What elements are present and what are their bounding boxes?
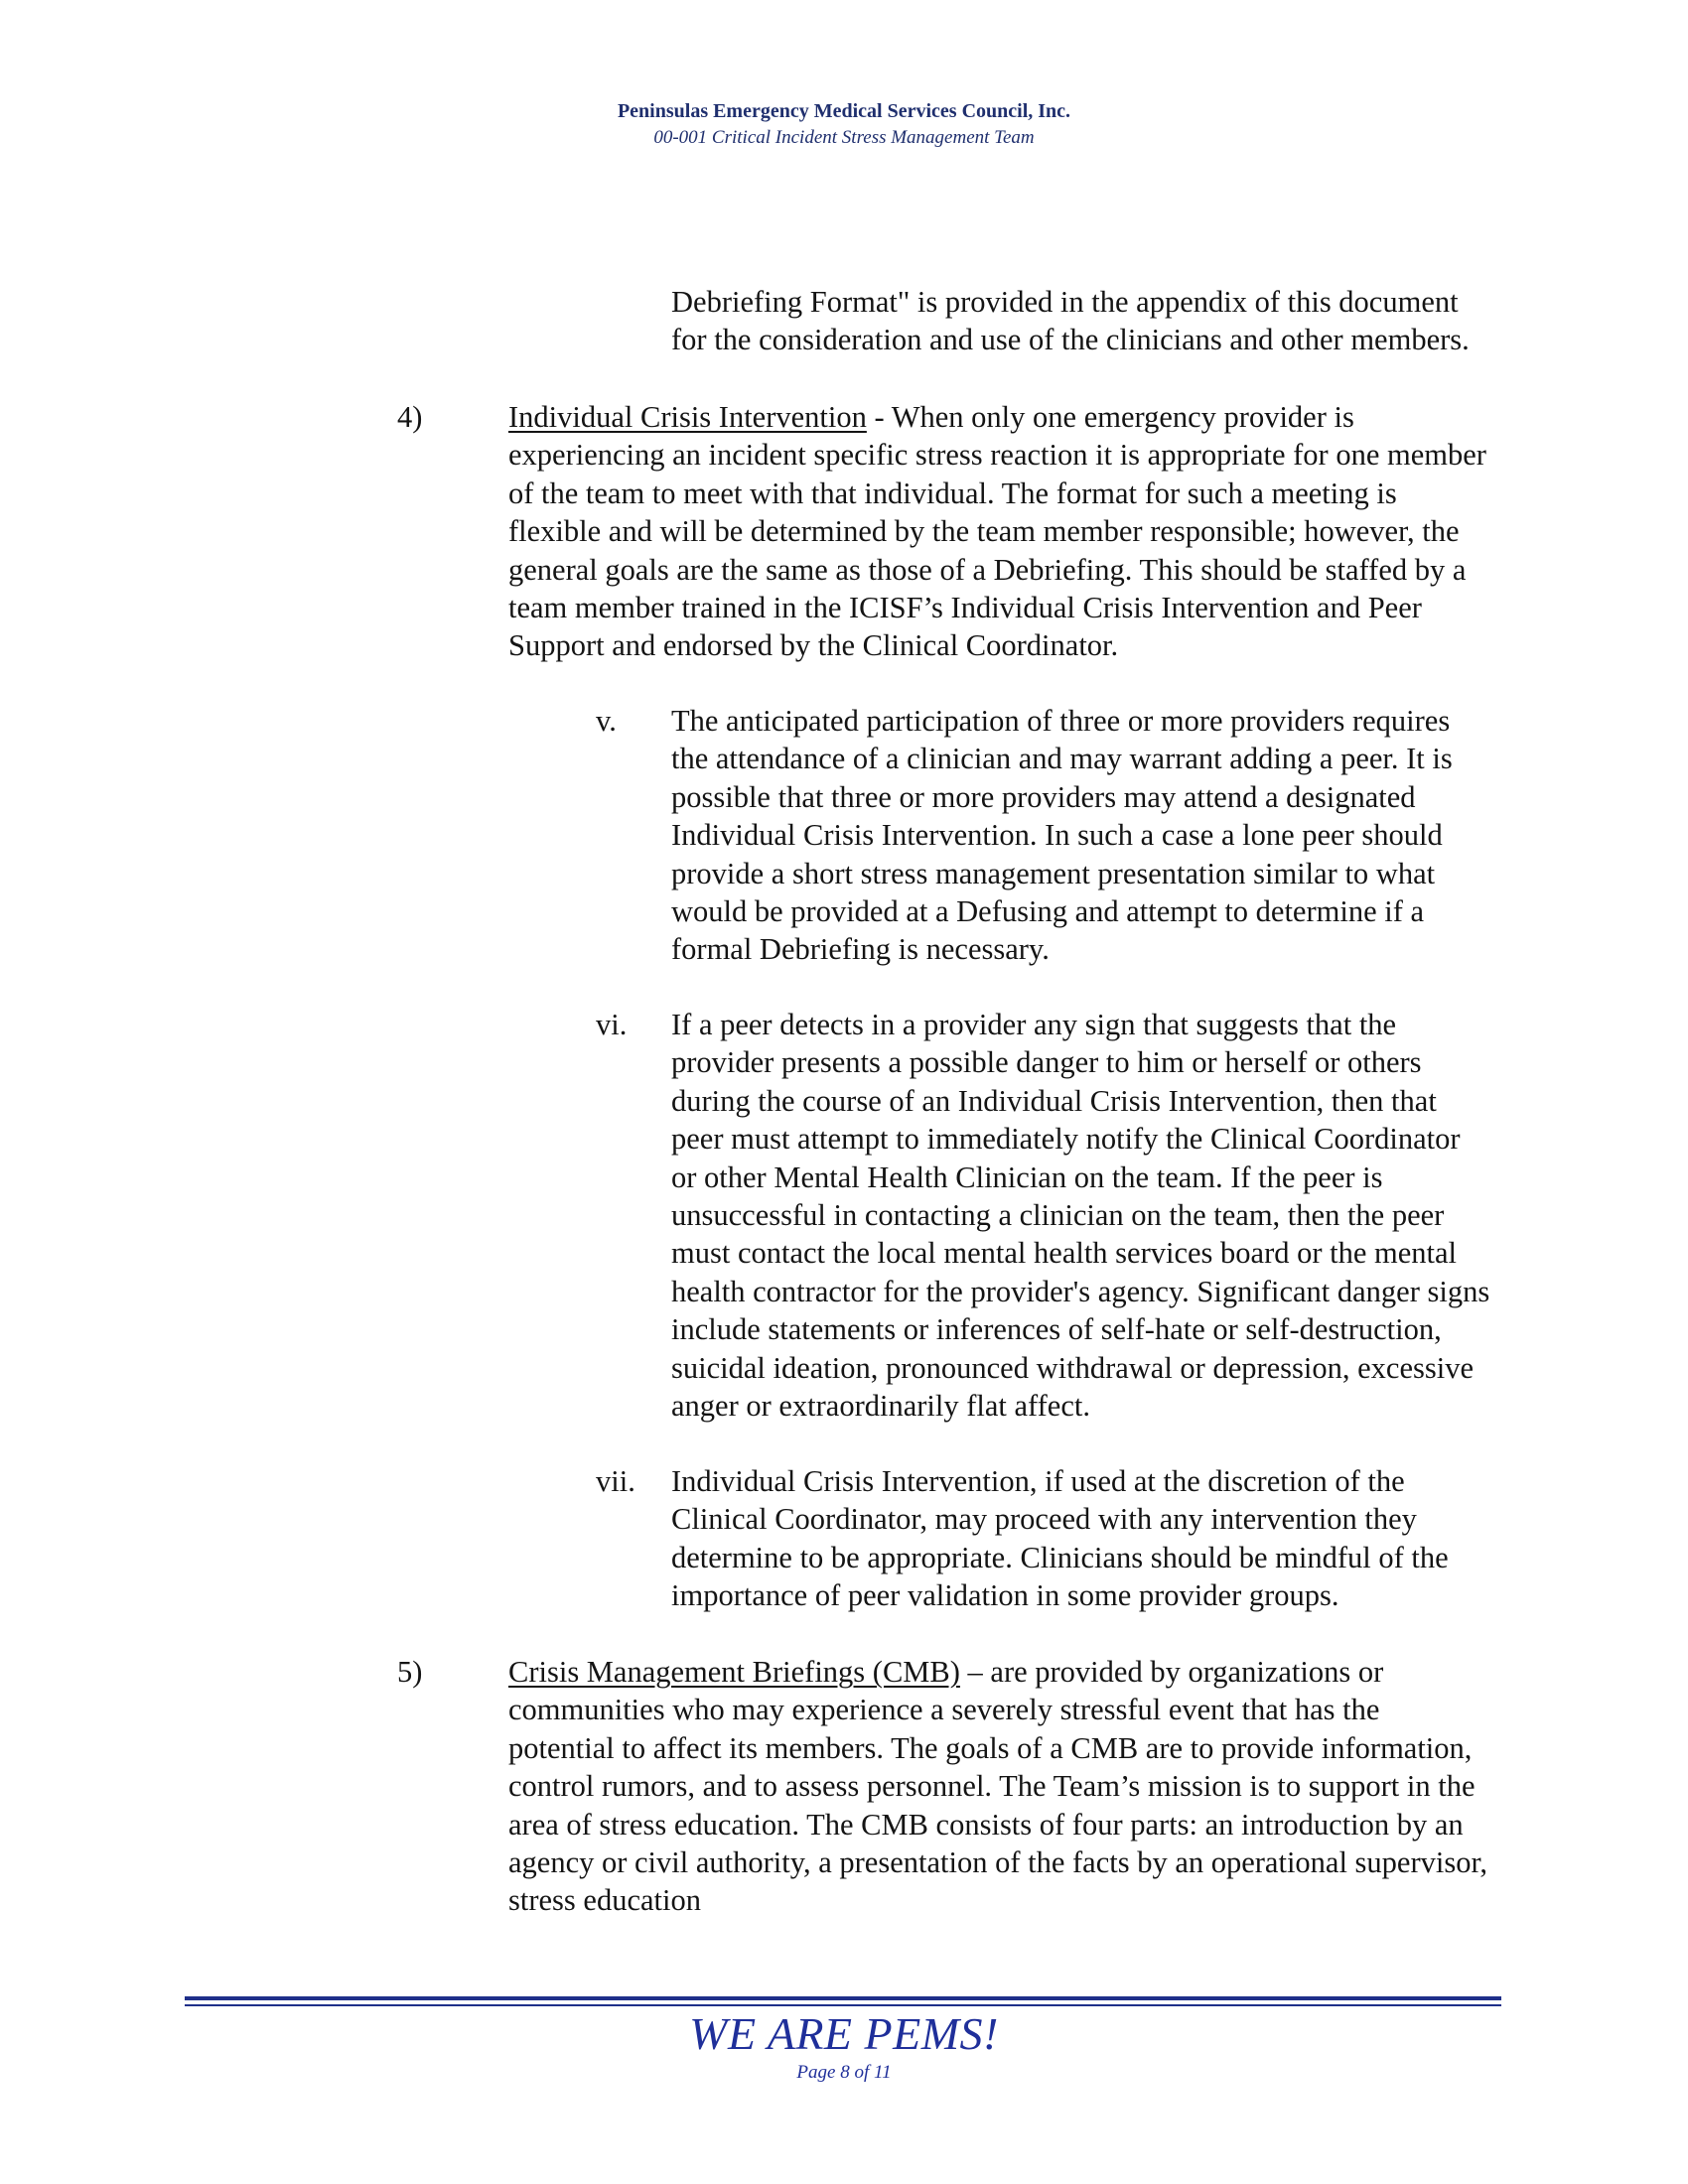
sub-item-numeral: vi.: [596, 1008, 628, 1041]
list-item-number: 5): [397, 1655, 423, 1689]
list-item-title: Crisis Management Briefings (CMB): [508, 1655, 960, 1689]
page-number: Page 8 of 11: [796, 2062, 892, 2083]
header-organization: Peninsulas Emergency Medical Services Council, Inc.: [617, 100, 1071, 122]
list-item-text: – are provided by organizations or communities who may experience a severely stressful event that has the potential to affect its members. The goals of a CMB are to provide information, control rumors, and to assess personnel. The Team’s mission is to support in the area of stress education. The CMB consists of four parts: an introduction by an agency or civil authority, a presentation of the facts by an operational supervisor, stress education: [508, 1655, 1488, 1918]
list-item-text: - When only one emergency provider is experiencing an incident specific stress reaction it is appropriate for one member of the team to meet with that individual. The format for such a meeting is flexible and will be determined by the team member responsible; however, the general goals are the same as those of a Debriefing. This should be staffed by a team member trained in the ICISF’s Individual Crisis Intervention and Peer Support and endorsed by the Clinical Coordinator.: [508, 400, 1486, 663]
footer-divider-thick: [185, 1996, 1501, 2000]
footer-motto: WE ARE PEMS!: [689, 2008, 999, 2059]
sub-item-numeral: vii.: [596, 1464, 635, 1498]
sub-item-text: The anticipated participation of three or more providers requires the attendance of a clinician and may warrant adding a peer. It is possible that three or more providers may attend a designated Individual Crisis Intervention. In such a case a lone peer should provide a short stress management presentation similar to what would be provided at a Defusing and attempt to determine if a formal Debriefing is necessary.: [671, 704, 1453, 967]
footer-divider-thin: [185, 2004, 1501, 2006]
list-item-body: [508, 1653, 1491, 1920]
sub-item-numeral: v.: [596, 704, 617, 738]
sub-item-text: Individual Crisis Intervention, if used at the discretion of the Clinical Coordinator, may proceed with any intervention they determine to be appropriate. Clinicians should be mindful of the importance of peer validation in some provider groups.: [671, 1464, 1449, 1613]
continuation-paragraph: Debriefing Format" is provided in the appendix of this document for the consideration and use of the clinicians and other members.: [671, 285, 1470, 357]
sub-item-text: If a peer detects in a provider any sign that suggests that the provider presents a possible danger to him or herself or others during the course of an Individual Crisis Intervention, then that peer must attempt to immediately notify the Clinical Coordinator or other Mental Health Clinician on the team. If the peer is unsuccessful in contacting a clinician on the team, then the peer must contact the local mental health services board or the mental health contractor for the provider's agency. Significant danger signs include statements or inferences of self-hate or self-destruction, suicidal ideation, pronounced withdrawal or depression, excessive anger or extraordinarily flat affect.: [671, 1008, 1490, 1424]
list-item-number: 4): [397, 400, 423, 434]
list-item-title: Individual Crisis Intervention: [508, 400, 867, 434]
header-document-title: 00-001 Critical Incident Stress Management Team: [653, 127, 1035, 148]
list-item-body: [508, 398, 1491, 665]
